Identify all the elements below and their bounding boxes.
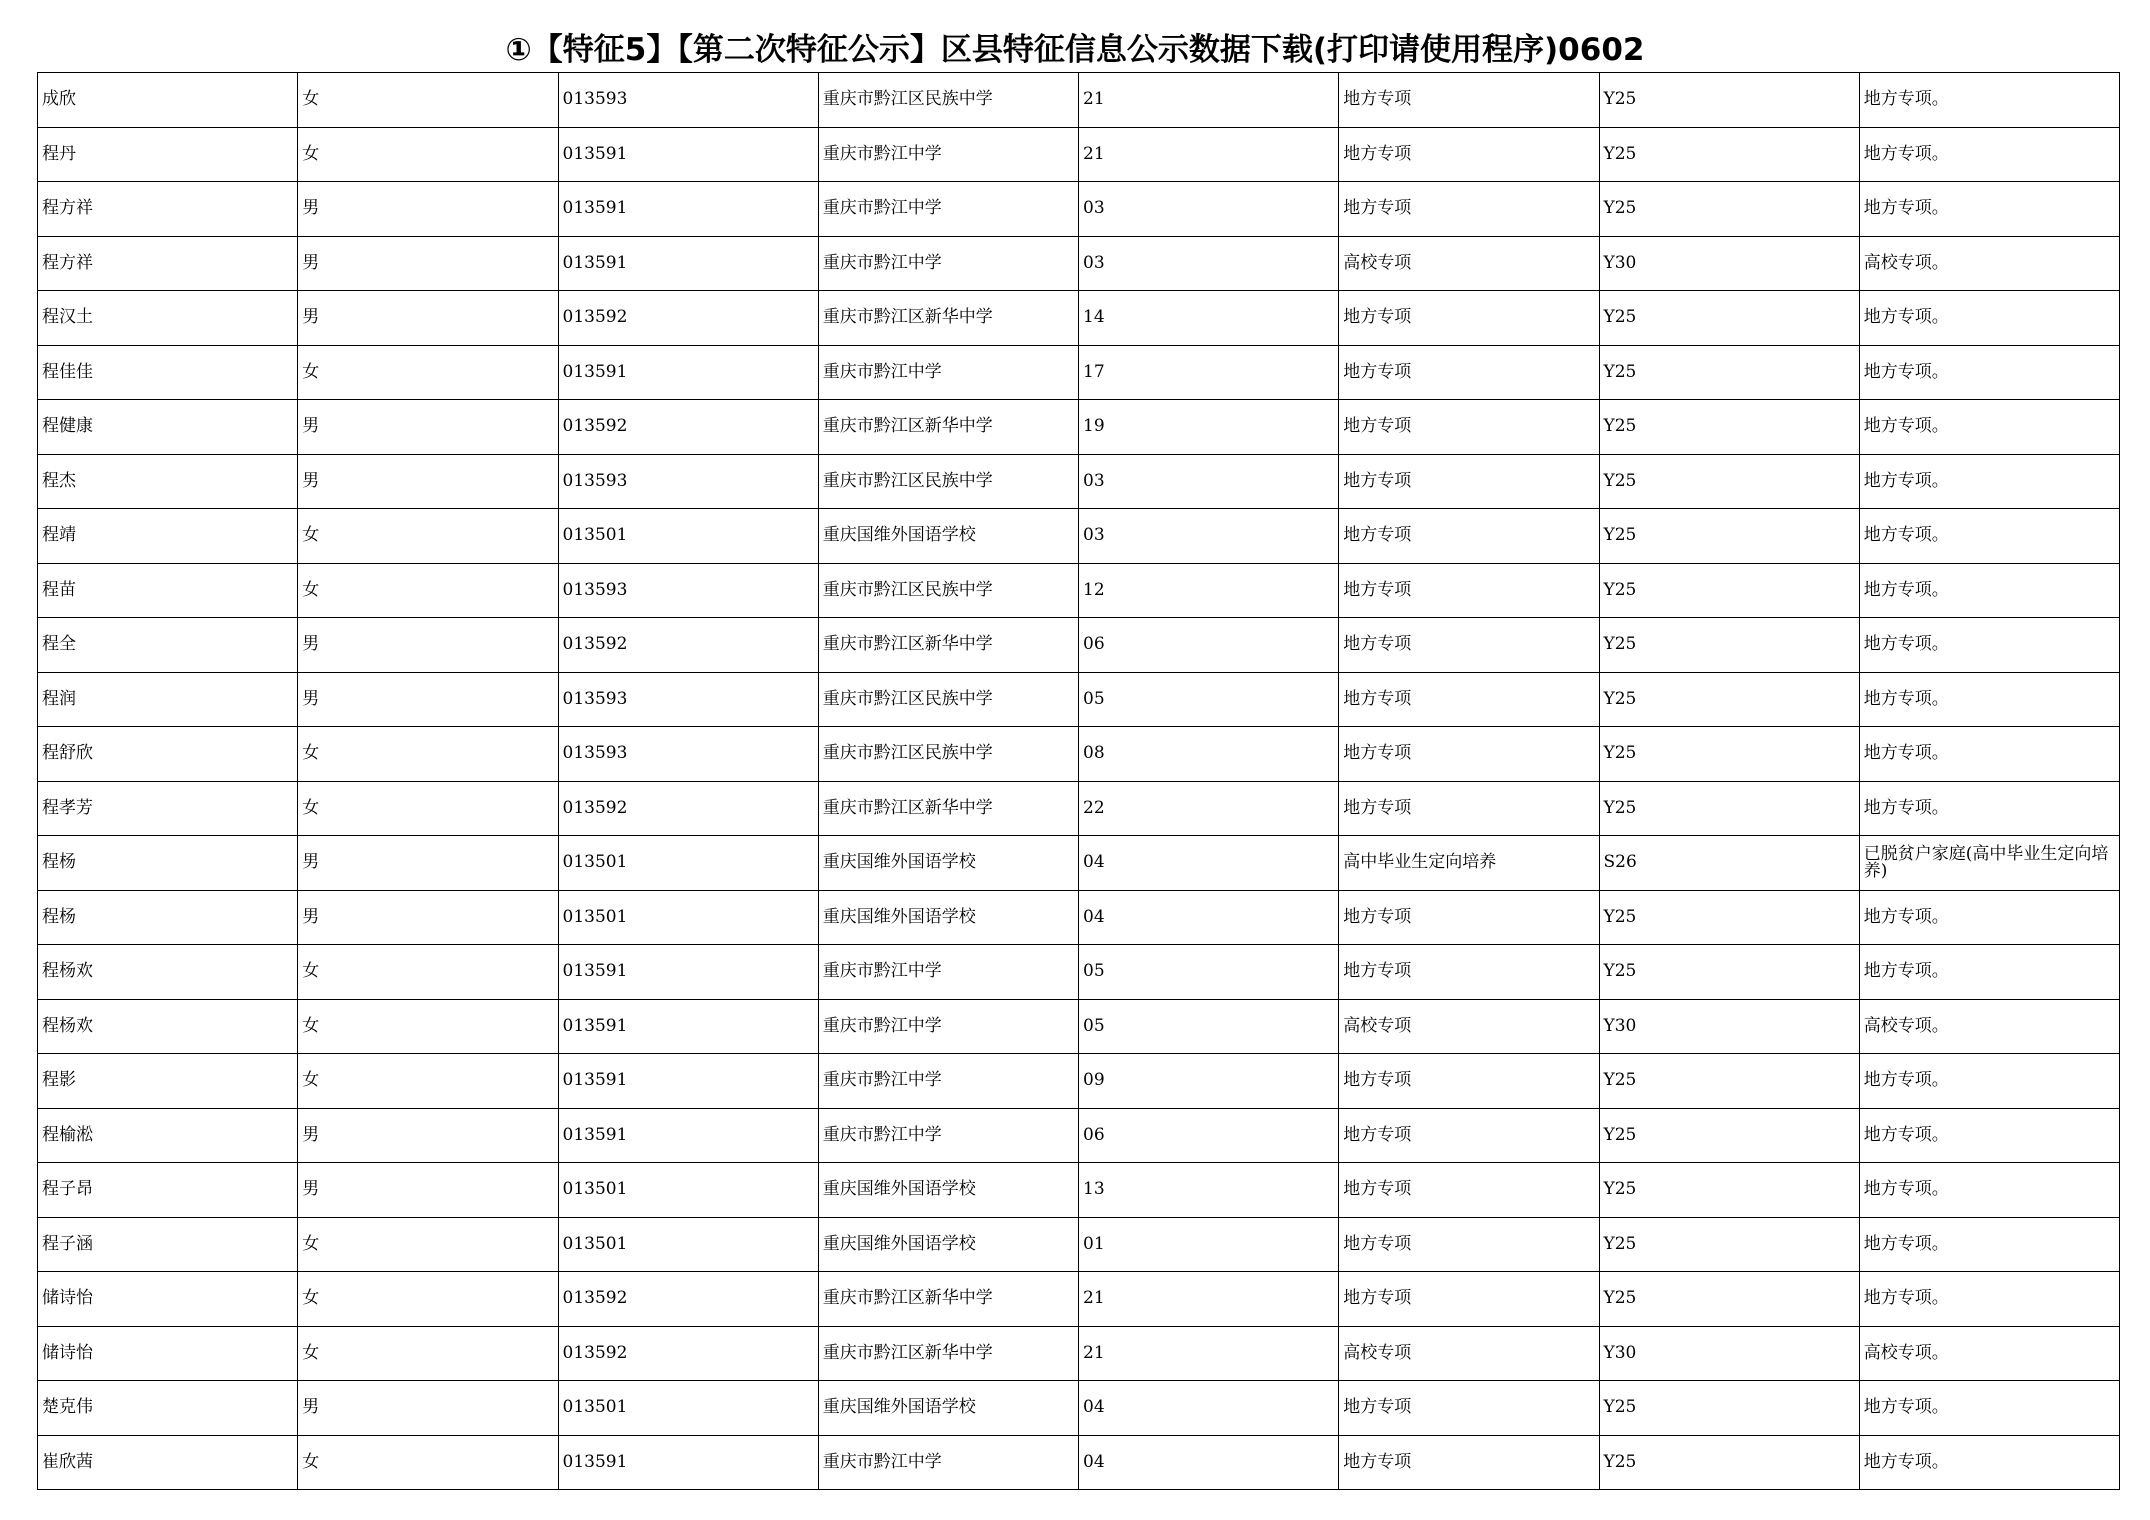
school-name-cell: 重庆市黔江中学: [818, 1054, 1078, 1109]
class-cell: 09: [1079, 1054, 1339, 1109]
name-cell: 程苗: [38, 563, 298, 618]
category-cell: 地方专项: [1339, 1054, 1599, 1109]
class-cell: 04: [1079, 890, 1339, 945]
gender-cell: 男: [298, 1163, 558, 1218]
school-name-cell: 重庆国维外国语学校: [818, 509, 1078, 564]
gender-cell: 男: [298, 890, 558, 945]
category-cell: 地方专项: [1339, 563, 1599, 618]
gender-cell: 男: [298, 291, 558, 346]
note-cell: 地方专项。: [1859, 73, 2119, 128]
name-cell: 程健康: [38, 400, 298, 455]
gender-cell: 女: [298, 509, 558, 564]
type-code-cell: Y30: [1599, 1326, 1859, 1381]
name-cell: 程子涵: [38, 1217, 298, 1272]
school-name-cell: 重庆国维外国语学校: [818, 1381, 1078, 1436]
category-cell: 地方专项: [1339, 1272, 1599, 1327]
note-cell: 已脱贫户家庭(高中毕业生定向培养): [1859, 836, 2119, 891]
table-row: [38, 127, 2120, 182]
table-row: [38, 618, 2120, 673]
school-code-cell: 013593: [558, 73, 818, 128]
type-code-cell: Y25: [1599, 509, 1859, 564]
school-code-cell: 013592: [558, 618, 818, 673]
class-cell: 05: [1079, 672, 1339, 727]
name-cell: 程舒欣: [38, 727, 298, 782]
name-cell: 程丹: [38, 127, 298, 182]
name-cell: 程榆淞: [38, 1108, 298, 1163]
table-row: [38, 1326, 2120, 1381]
school-code-cell: 013591: [558, 236, 818, 291]
note-cell: 地方专项。: [1859, 1272, 2119, 1327]
table-row: [38, 1054, 2120, 1109]
gender-cell: 女: [298, 781, 558, 836]
roster-table: [37, 72, 2120, 1490]
gender-cell: 女: [298, 945, 558, 1000]
name-cell: 程方祥: [38, 236, 298, 291]
type-code-cell: Y25: [1599, 400, 1859, 455]
school-name-cell: 重庆市黔江区新华中学: [818, 618, 1078, 673]
school-code-cell: 013593: [558, 563, 818, 618]
category-cell: 地方专项: [1339, 781, 1599, 836]
category-cell: 地方专项: [1339, 1435, 1599, 1490]
school-name-cell: 重庆市黔江区民族中学: [818, 73, 1078, 128]
type-code-cell: Y25: [1599, 1108, 1859, 1163]
school-code-cell: 013591: [558, 945, 818, 1000]
table-row: [38, 890, 2120, 945]
school-name-cell: 重庆国维外国语学校: [818, 1217, 1078, 1272]
type-code-cell: S26: [1599, 836, 1859, 891]
class-cell: 08: [1079, 727, 1339, 782]
table-row: [38, 1272, 2120, 1327]
gender-cell: 女: [298, 1435, 558, 1490]
school-name-cell: 重庆市黔江中学: [818, 236, 1078, 291]
gender-cell: 女: [298, 1326, 558, 1381]
note-cell: 地方专项。: [1859, 890, 2119, 945]
name-cell: 程子昂: [38, 1163, 298, 1218]
table-row: [38, 563, 2120, 618]
class-cell: 13: [1079, 1163, 1339, 1218]
gender-cell: 男: [298, 1108, 558, 1163]
gender-cell: 男: [298, 672, 558, 727]
class-cell: 05: [1079, 999, 1339, 1054]
note-cell: 地方专项。: [1859, 1108, 2119, 1163]
school-code-cell: 013591: [558, 1435, 818, 1490]
category-cell: 地方专项: [1339, 618, 1599, 673]
school-name-cell: 重庆市黔江区新华中学: [818, 1272, 1078, 1327]
note-cell: 地方专项。: [1859, 945, 2119, 1000]
note-cell: 高校专项。: [1859, 999, 2119, 1054]
name-cell: 成欣: [38, 73, 298, 128]
table-row: [38, 509, 2120, 564]
school-code-cell: 013592: [558, 291, 818, 346]
category-cell: 地方专项: [1339, 1381, 1599, 1436]
name-cell: 程杨欢: [38, 945, 298, 1000]
class-cell: 01: [1079, 1217, 1339, 1272]
table-row: [38, 291, 2120, 346]
school-code-cell: 013592: [558, 781, 818, 836]
class-cell: 17: [1079, 345, 1339, 400]
school-code-cell: 013501: [558, 509, 818, 564]
name-cell: 程全: [38, 618, 298, 673]
type-code-cell: Y25: [1599, 672, 1859, 727]
name-cell: 程杨: [38, 836, 298, 891]
category-cell: 地方专项: [1339, 127, 1599, 182]
table-row: [38, 945, 2120, 1000]
school-code-cell: 013591: [558, 182, 818, 237]
gender-cell: 男: [298, 400, 558, 455]
name-cell: 程佳佳: [38, 345, 298, 400]
note-cell: 地方专项。: [1859, 563, 2119, 618]
note-cell: 高校专项。: [1859, 236, 2119, 291]
note-cell: 地方专项。: [1859, 781, 2119, 836]
name-cell: 程杨欢: [38, 999, 298, 1054]
class-cell: 04: [1079, 1381, 1339, 1436]
school-code-cell: 013501: [558, 1217, 818, 1272]
school-name-cell: 重庆国维外国语学校: [818, 836, 1078, 891]
category-cell: 高中毕业生定向培养: [1339, 836, 1599, 891]
school-code-cell: 013592: [558, 1326, 818, 1381]
category-cell: 地方专项: [1339, 672, 1599, 727]
name-cell: 程孝芳: [38, 781, 298, 836]
type-code-cell: Y25: [1599, 1217, 1859, 1272]
type-code-cell: Y25: [1599, 182, 1859, 237]
category-cell: 地方专项: [1339, 890, 1599, 945]
school-code-cell: 013591: [558, 999, 818, 1054]
school-name-cell: 重庆国维外国语学校: [818, 890, 1078, 945]
school-code-cell: 013501: [558, 836, 818, 891]
school-name-cell: 重庆国维外国语学校: [818, 1163, 1078, 1218]
gender-cell: 女: [298, 345, 558, 400]
type-code-cell: Y25: [1599, 73, 1859, 128]
type-code-cell: Y25: [1599, 127, 1859, 182]
class-cell: 03: [1079, 236, 1339, 291]
gender-cell: 男: [298, 836, 558, 891]
note-cell: 地方专项。: [1859, 127, 2119, 182]
type-code-cell: Y25: [1599, 890, 1859, 945]
category-cell: 地方专项: [1339, 1108, 1599, 1163]
gender-cell: 女: [298, 727, 558, 782]
school-name-cell: 重庆市黔江区新华中学: [818, 1326, 1078, 1381]
note-cell: 地方专项。: [1859, 1381, 2119, 1436]
school-code-cell: 013593: [558, 454, 818, 509]
name-cell: 楚克伟: [38, 1381, 298, 1436]
category-cell: 高校专项: [1339, 1326, 1599, 1381]
school-code-cell: 013591: [558, 345, 818, 400]
table-row: [38, 400, 2120, 455]
gender-cell: 女: [298, 1054, 558, 1109]
table-row: [38, 727, 2120, 782]
note-cell: 地方专项。: [1859, 1163, 2119, 1218]
class-cell: 06: [1079, 618, 1339, 673]
table-row: [38, 781, 2120, 836]
class-cell: 06: [1079, 1108, 1339, 1163]
type-code-cell: Y25: [1599, 1435, 1859, 1490]
table-row: [38, 345, 2120, 400]
school-code-cell: 013591: [558, 1054, 818, 1109]
category-cell: 地方专项: [1339, 945, 1599, 1000]
school-name-cell: 重庆市黔江中学: [818, 182, 1078, 237]
name-cell: 程杰: [38, 454, 298, 509]
gender-cell: 男: [298, 1381, 558, 1436]
type-code-cell: Y25: [1599, 781, 1859, 836]
school-name-cell: 重庆市黔江中学: [818, 945, 1078, 1000]
note-cell: 地方专项。: [1859, 618, 2119, 673]
note-cell: 地方专项。: [1859, 1054, 2119, 1109]
type-code-cell: Y30: [1599, 236, 1859, 291]
category-cell: 高校专项: [1339, 236, 1599, 291]
note-cell: 地方专项。: [1859, 1217, 2119, 1272]
school-code-cell: 013593: [558, 727, 818, 782]
school-name-cell: 重庆市黔江区新华中学: [818, 291, 1078, 346]
note-cell: 地方专项。: [1859, 727, 2119, 782]
class-cell: 19: [1079, 400, 1339, 455]
note-cell: 地方专项。: [1859, 454, 2119, 509]
class-cell: 03: [1079, 454, 1339, 509]
gender-cell: 男: [298, 182, 558, 237]
gender-cell: 女: [298, 1272, 558, 1327]
gender-cell: 男: [298, 618, 558, 673]
gender-cell: 男: [298, 236, 558, 291]
note-cell: 地方专项。: [1859, 672, 2119, 727]
school-code-cell: 013501: [558, 890, 818, 945]
note-cell: 地方专项。: [1859, 182, 2119, 237]
name-cell: 程杨: [38, 890, 298, 945]
class-cell: 21: [1079, 1326, 1339, 1381]
gender-cell: 男: [298, 454, 558, 509]
category-cell: 地方专项: [1339, 454, 1599, 509]
note-cell: 地方专项。: [1859, 1435, 2119, 1490]
gender-cell: 女: [298, 999, 558, 1054]
class-cell: 21: [1079, 127, 1339, 182]
table-row: [38, 73, 2120, 128]
class-cell: 03: [1079, 509, 1339, 564]
category-cell: 地方专项: [1339, 1163, 1599, 1218]
name-cell: 程靖: [38, 509, 298, 564]
type-code-cell: Y25: [1599, 727, 1859, 782]
school-code-cell: 013593: [558, 672, 818, 727]
school-name-cell: 重庆市黔江区新华中学: [818, 400, 1078, 455]
school-name-cell: 重庆市黔江区民族中学: [818, 454, 1078, 509]
gender-cell: 女: [298, 1217, 558, 1272]
class-cell: 12: [1079, 563, 1339, 618]
table-row: [38, 1163, 2120, 1218]
type-code-cell: Y25: [1599, 1054, 1859, 1109]
class-cell: 04: [1079, 836, 1339, 891]
school-name-cell: 重庆市黔江区民族中学: [818, 727, 1078, 782]
gender-cell: 女: [298, 563, 558, 618]
gender-cell: 女: [298, 127, 558, 182]
document-title: ①【特征5】【第二次特征公示】区县特征信息公示数据下载(打印请使用程序)0602: [505, 32, 1645, 68]
school-code-cell: 013591: [558, 127, 818, 182]
note-cell: 地方专项。: [1859, 509, 2119, 564]
school-name-cell: 重庆市黔江中学: [818, 999, 1078, 1054]
type-code-cell: Y25: [1599, 1381, 1859, 1436]
table-row: [38, 836, 2120, 891]
class-cell: 14: [1079, 291, 1339, 346]
type-code-cell: Y25: [1599, 618, 1859, 673]
note-cell: 地方专项。: [1859, 345, 2119, 400]
note-cell: 地方专项。: [1859, 291, 2119, 346]
school-name-cell: 重庆市黔江区民族中学: [818, 563, 1078, 618]
class-cell: 21: [1079, 73, 1339, 128]
type-code-cell: Y25: [1599, 1272, 1859, 1327]
table-row: [38, 236, 2120, 291]
table-row: [38, 454, 2120, 509]
school-name-cell: 重庆市黔江中学: [818, 345, 1078, 400]
category-cell: 高校专项: [1339, 999, 1599, 1054]
category-cell: 地方专项: [1339, 400, 1599, 455]
category-cell: 地方专项: [1339, 1217, 1599, 1272]
table-row: [38, 182, 2120, 237]
category-cell: 地方专项: [1339, 727, 1599, 782]
class-cell: 21: [1079, 1272, 1339, 1327]
type-code-cell: Y25: [1599, 291, 1859, 346]
school-name-cell: 重庆市黔江区新华中学: [818, 781, 1078, 836]
type-code-cell: Y25: [1599, 563, 1859, 618]
type-code-cell: Y30: [1599, 999, 1859, 1054]
class-cell: 03: [1079, 182, 1339, 237]
name-cell: 程影: [38, 1054, 298, 1109]
type-code-cell: Y25: [1599, 345, 1859, 400]
school-name-cell: 重庆市黔江区民族中学: [818, 672, 1078, 727]
note-cell: 地方专项。: [1859, 400, 2119, 455]
school-name-cell: 重庆市黔江中学: [818, 127, 1078, 182]
gender-cell: 女: [298, 73, 558, 128]
name-cell: 储诗怡: [38, 1272, 298, 1327]
class-cell: 04: [1079, 1435, 1339, 1490]
type-code-cell: Y25: [1599, 454, 1859, 509]
school-code-cell: 013501: [558, 1163, 818, 1218]
school-name-cell: 重庆市黔江中学: [818, 1108, 1078, 1163]
name-cell: 崔欣茜: [38, 1435, 298, 1490]
name-cell: 储诗怡: [38, 1326, 298, 1381]
table-row: [38, 999, 2120, 1054]
category-cell: 地方专项: [1339, 182, 1599, 237]
table-row: [38, 672, 2120, 727]
school-code-cell: 013592: [558, 1272, 818, 1327]
class-cell: 22: [1079, 781, 1339, 836]
school-name-cell: 重庆市黔江中学: [818, 1435, 1078, 1490]
table-row: [38, 1435, 2120, 1490]
type-code-cell: Y25: [1599, 1163, 1859, 1218]
name-cell: 程润: [38, 672, 298, 727]
type-code-cell: Y25: [1599, 945, 1859, 1000]
category-cell: 地方专项: [1339, 509, 1599, 564]
category-cell: 地方专项: [1339, 345, 1599, 400]
category-cell: 地方专项: [1339, 73, 1599, 128]
school-code-cell: 013501: [558, 1381, 818, 1436]
class-cell: 05: [1079, 945, 1339, 1000]
name-cell: 程汉土: [38, 291, 298, 346]
category-cell: 地方专项: [1339, 291, 1599, 346]
note-cell: 高校专项。: [1859, 1326, 2119, 1381]
table-row: [38, 1217, 2120, 1272]
name-cell: 程方祥: [38, 182, 298, 237]
table-row: [38, 1381, 2120, 1436]
table-row: [38, 1108, 2120, 1163]
school-code-cell: 013592: [558, 400, 818, 455]
school-code-cell: 013591: [558, 1108, 818, 1163]
roster-body: [38, 73, 2120, 1490]
